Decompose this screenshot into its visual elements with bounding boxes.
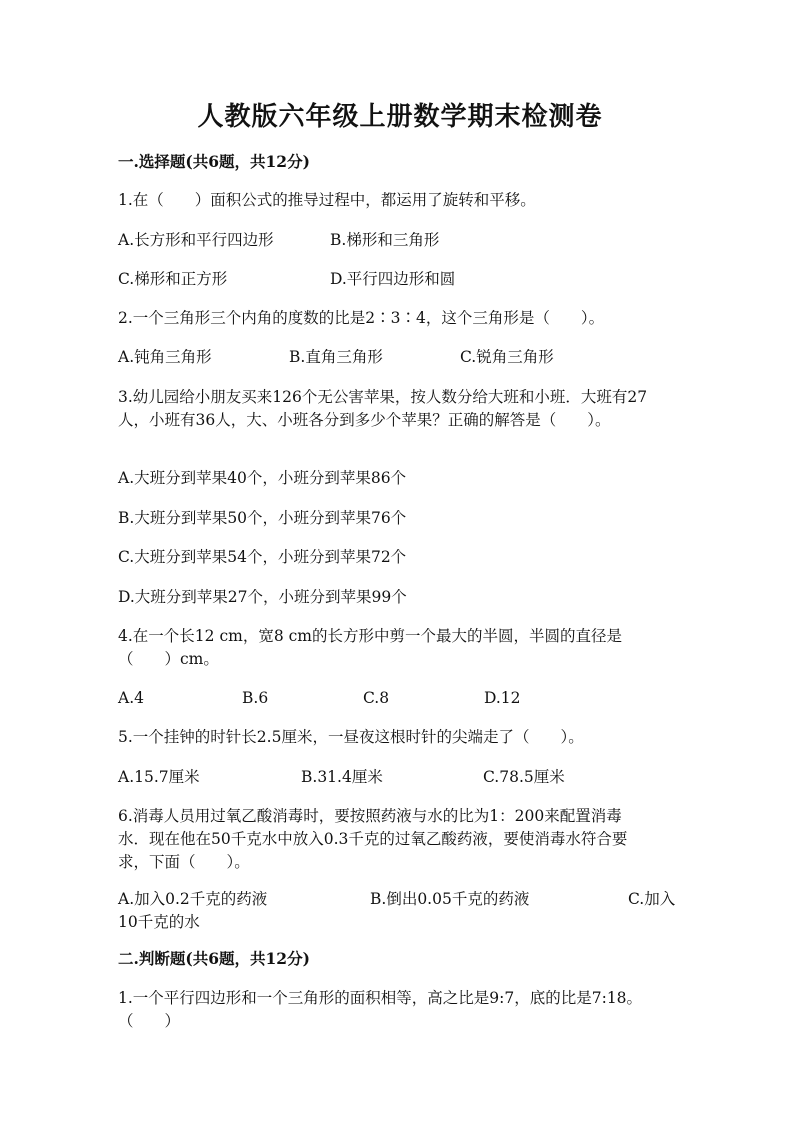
question-3-option-c: C.大班分到苹果54个，小班分到苹果72个: [118, 548, 407, 566]
question-2-option-a: A.钝角三角形: [118, 348, 212, 366]
question-6-stem-line-1: 6.消毒人员用过氧乙酸消毒时，要按照药液与水的比为1：200来配置消毒: [118, 807, 622, 825]
question-3-option-d: D.大班分到苹果27个，小班分到苹果99个: [118, 588, 407, 606]
question-4-stem-line-1: 4.在一个长12 cm，宽8 cm的长方形中剪一个最大的半圆，半圆的直径是: [118, 627, 622, 645]
question-6-stem-line-2: 水．现在他在50千克水中放入0.3千克的过氧乙酸药液，要使消毒水符合要: [118, 830, 628, 848]
question-4-option-b: B.6: [242, 689, 269, 707]
question-6-option-c: C.加入: [628, 890, 676, 908]
page-title: 人教版六年级上册数学期末检测卷: [197, 102, 603, 132]
question-5-option-c: C.78.5厘米: [483, 768, 565, 786]
question-1-option-c: C.梯形和正方形: [118, 270, 228, 288]
question-4-option-d: D.12: [484, 689, 521, 707]
question-6-option-c-continued: 10千克的水: [118, 913, 200, 931]
question-1-stem: 1.在（ ）面积公式的推导过程中，都运用了旋转和平移。: [118, 191, 536, 209]
question-4-stem-line-2: （ ）cm。: [118, 650, 219, 668]
question-5-stem: 5.一个挂钟的时针长2.5厘米，一昼夜这根时针的尖端走了（ ）。: [118, 728, 584, 746]
question-4-option-c: C.8: [363, 689, 390, 707]
question-6-option-b: B.倒出0.05千克的药液: [370, 890, 530, 908]
question-6-stem-line-3: 求，下面（ ）。: [118, 853, 250, 871]
question-3-option-b: B.大班分到苹果50个，小班分到苹果76个: [118, 509, 407, 527]
question-6-option-a: A.加入0.2千克的药液: [118, 890, 268, 908]
question-2-option-b: B.直角三角形: [289, 348, 383, 366]
judgment-1-stem-line-1: 1.一个平行四边形和一个三角形的面积相等，高之比是9:7，底的比是7:18。: [118, 989, 643, 1007]
question-4-option-a: A.4: [118, 689, 144, 707]
question-1-option-d: D.平行四边形和圆: [330, 270, 456, 288]
question-3-stem-line-1: 3.幼儿园给小朋友买来126个无公害苹果，按人数分给大班和小班．大班有27: [118, 388, 648, 406]
section-heading-choice: 一.选择题(共6题，共12分): [118, 152, 310, 171]
question-3-option-a: A.大班分到苹果40个，小班分到苹果86个: [118, 469, 407, 487]
question-1-option-a: A.长方形和平行四边形: [118, 231, 274, 249]
question-5-option-a: A.15.7厘米: [118, 768, 200, 786]
judgment-1-stem-line-2: （ ）: [118, 1012, 181, 1030]
section-heading-judgment: 二.判断题(共6题，共12分): [118, 949, 310, 968]
question-5-option-b: B.31.4厘米: [301, 768, 383, 786]
question-3-stem-line-2: 人，小班有36人，大、小班各分到多少个苹果？正确的解答是（ ）。: [118, 411, 611, 429]
question-2-stem: 2.一个三角形三个内角的度数的比是2∶3∶4，这个三角形是（ ）。: [118, 309, 605, 327]
question-2-option-c: C.锐角三角形: [460, 348, 554, 366]
question-1-option-b: B.梯形和三角形: [330, 231, 440, 249]
